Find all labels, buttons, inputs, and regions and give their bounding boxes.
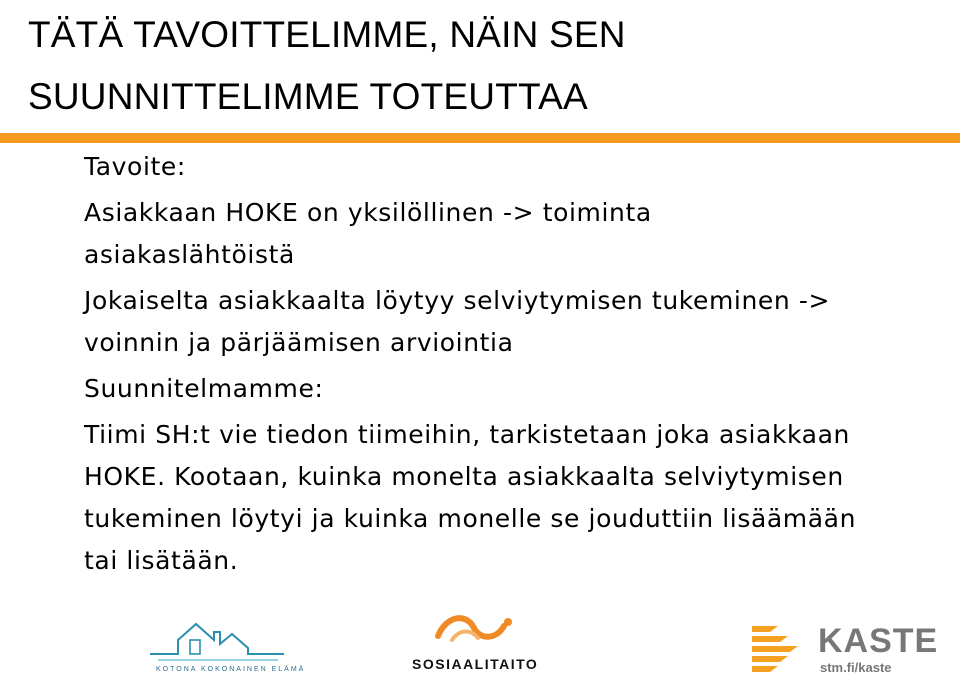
slide-body bbox=[84, 146, 944, 582]
plan-heading: Suunnitelmamme: bbox=[84, 374, 324, 403]
middle-logo-caption: SOSIAALITAITO bbox=[412, 656, 539, 672]
right-logo-url: stm.fi/kaste bbox=[820, 660, 892, 675]
swirl-mark-icon bbox=[408, 606, 558, 654]
plan-line-1: Tiimi SH:t vie tiedon tiimeihin, tarkistetaan joka asiakkaan bbox=[84, 420, 850, 449]
slide-title-line-2: SUUNNITTELIMME TOTEUTTAA bbox=[28, 76, 588, 117]
house-outline-icon bbox=[148, 610, 288, 666]
goal-paragraph-2-line-1: Jokaiselta asiakkaalta löytyy selviytymisen tukeminen -> bbox=[84, 286, 831, 315]
footer-logos bbox=[0, 600, 960, 686]
slide-title-line-1: TÄTÄ TAVOITTELIMME, NÄIN SEN bbox=[28, 14, 626, 55]
kaste-logo bbox=[748, 620, 938, 682]
slide-title bbox=[28, 4, 928, 128]
goal-paragraph-2-line-2: voinnin ja pärjäämisen arviointia bbox=[84, 328, 514, 357]
right-logo-word: KASTE bbox=[818, 622, 939, 660]
plan-line-4: tai lisätään. bbox=[84, 546, 239, 575]
plan-line-2: HOKE. Kootaan, kuinka monelta asiakkaalta selviytymisen bbox=[84, 462, 844, 491]
plan-line-3: tukeminen löytyi ja kuinka monelle se jouduttiin lisäämään bbox=[84, 504, 857, 533]
goal-paragraph-1-line-1: Asiakkaan HOKE on yksilöllinen -> toiminta bbox=[84, 198, 652, 227]
goal-heading: Tavoite: bbox=[84, 152, 186, 181]
sosiaalitaito-logo bbox=[408, 606, 558, 676]
stripes-mark-icon bbox=[748, 620, 814, 676]
accent-bar bbox=[0, 133, 960, 143]
goal-paragraph-1-line-2: asiakaslähtöistä bbox=[84, 240, 295, 269]
left-logo-caption: KOTONA KOKONAINEN ELÄMÄ bbox=[156, 666, 306, 673]
kotona-kokonainen-elama-logo bbox=[148, 610, 306, 676]
